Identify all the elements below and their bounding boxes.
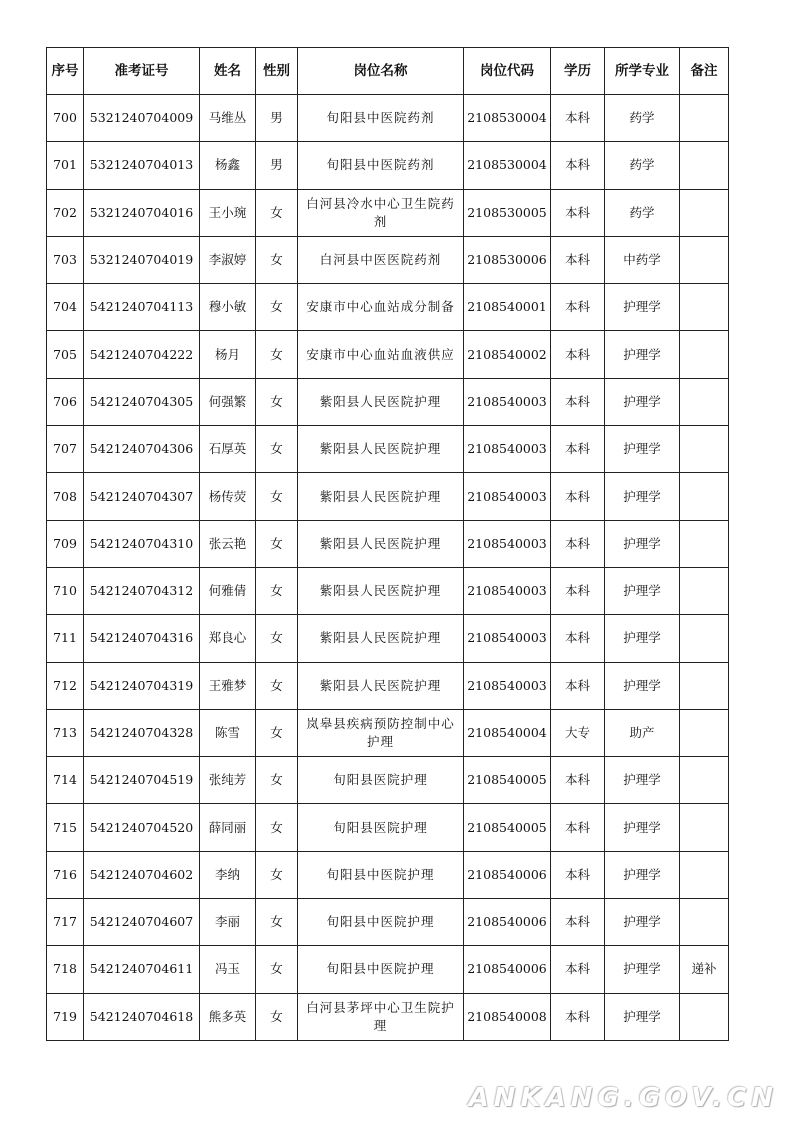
cell-remarks [680,757,729,804]
cell-remarks [680,284,729,331]
cell-ticket-number: 5321240704009 [84,95,200,142]
cell-gender: 女 [256,189,298,236]
cell-gender: 女 [256,804,298,851]
cell-position-code: 2108540003 [464,662,551,709]
cell-name: 杨鑫 [200,142,256,189]
cell-ticket-number: 5421240704328 [84,709,200,756]
cell-education: 本科 [551,615,605,662]
cell-name: 马维丛 [200,95,256,142]
cell-position-code: 2108540003 [464,426,551,473]
col-header-index: 序号 [47,48,84,95]
cell-name: 李淑婷 [200,236,256,283]
cell-position-name: 紫阳县人民医院护理 [298,378,464,425]
cell-gender: 女 [256,284,298,331]
cell-major: 护理学 [605,567,680,614]
cell-education: 本科 [551,378,605,425]
cell-name: 薛同丽 [200,804,256,851]
table-row [47,284,729,331]
cell-major: 助产 [605,709,680,756]
cell-gender: 男 [256,95,298,142]
cell-ticket-number: 5421240704607 [84,899,200,946]
cell-education: 本科 [551,851,605,898]
cell-education: 本科 [551,331,605,378]
cell-index: 707 [47,426,84,473]
cell-ticket-number: 5421240704312 [84,567,200,614]
cell-position-code: 2108530005 [464,189,551,236]
cell-remarks [680,615,729,662]
cell-position-name: 旬阳县中医院药剂 [298,142,464,189]
cell-position-name: 安康市中心血站血液供应 [298,331,464,378]
cell-gender: 女 [256,615,298,662]
cell-name: 何强繁 [200,378,256,425]
cell-gender: 男 [256,142,298,189]
cell-major: 护理学 [605,284,680,331]
cell-remarks [680,331,729,378]
cell-position-name: 旬阳县医院护理 [298,804,464,851]
cell-remarks [680,142,729,189]
col-header-gender: 性别 [256,48,298,95]
cell-remarks [680,993,729,1040]
cell-education: 本科 [551,804,605,851]
cell-position-code: 2108540006 [464,899,551,946]
col-header-position-name: 岗位名称 [298,48,464,95]
cell-position-name: 旬阳县医院护理 [298,757,464,804]
cell-index: 708 [47,473,84,520]
cell-index: 719 [47,993,84,1040]
col-header-major: 所学专业 [605,48,680,95]
cell-name: 李丽 [200,899,256,946]
cell-remarks [680,567,729,614]
cell-position-name: 紫阳县人民医院护理 [298,473,464,520]
cell-education: 本科 [551,189,605,236]
cell-position-code: 2108540002 [464,331,551,378]
cell-gender: 女 [256,520,298,567]
cell-major: 护理学 [605,899,680,946]
table-row [47,615,729,662]
cell-education: 本科 [551,662,605,709]
cell-gender: 女 [256,709,298,756]
cell-name: 何雅倩 [200,567,256,614]
cell-position-code: 2108530004 [464,142,551,189]
cell-ticket-number: 5421240704113 [84,284,200,331]
cell-education: 本科 [551,520,605,567]
table-row [47,378,729,425]
cell-position-name: 岚皋县疾病预防控制中心护理 [298,709,464,756]
cell-index: 718 [47,946,84,993]
cell-gender: 女 [256,567,298,614]
cell-ticket-number: 5421240704310 [84,520,200,567]
cell-major: 护理学 [605,473,680,520]
cell-major: 护理学 [605,851,680,898]
cell-gender: 女 [256,899,298,946]
table-row [47,946,729,993]
cell-name: 穆小敏 [200,284,256,331]
cell-major: 护理学 [605,615,680,662]
table-row [47,236,729,283]
cell-position-code: 2108540003 [464,520,551,567]
cell-position-name: 旬阳县中医院护理 [298,899,464,946]
cell-index: 709 [47,520,84,567]
cell-education: 本科 [551,236,605,283]
cell-index: 700 [47,95,84,142]
cell-ticket-number: 5421240704316 [84,615,200,662]
cell-remarks [680,662,729,709]
cell-index: 712 [47,662,84,709]
cell-education: 本科 [551,757,605,804]
cell-ticket-number: 5321240704016 [84,189,200,236]
cell-index: 717 [47,899,84,946]
cell-education: 本科 [551,899,605,946]
table-row [47,662,729,709]
cell-position-name: 白河县茅坪中心卫生院护理 [298,993,464,1040]
cell-name: 石厚英 [200,426,256,473]
cell-remarks [680,95,729,142]
cell-education: 本科 [551,284,605,331]
cell-major: 护理学 [605,378,680,425]
cell-remarks [680,378,729,425]
cell-major: 护理学 [605,804,680,851]
table-row [47,757,729,804]
cell-remarks [680,709,729,756]
table-row [47,189,729,236]
cell-education: 本科 [551,567,605,614]
table-row [47,567,729,614]
cell-remarks [680,520,729,567]
cell-remarks: 递补 [680,946,729,993]
cell-gender: 女 [256,426,298,473]
cell-index: 701 [47,142,84,189]
cell-position-code: 2108540006 [464,946,551,993]
cell-remarks [680,426,729,473]
cell-ticket-number: 5321240704019 [84,236,200,283]
cell-position-name: 白河县中医医院药剂 [298,236,464,283]
cell-education: 本科 [551,142,605,189]
cell-name: 李纳 [200,851,256,898]
cell-major: 中药学 [605,236,680,283]
cell-major: 药学 [605,142,680,189]
cell-major: 药学 [605,189,680,236]
cell-position-code: 2108540005 [464,757,551,804]
cell-index: 714 [47,757,84,804]
cell-position-name: 旬阳县中医院护理 [298,946,464,993]
table-row [47,899,729,946]
cell-index: 716 [47,851,84,898]
table-row [47,520,729,567]
cell-ticket-number: 5421240704602 [84,851,200,898]
table-row [47,142,729,189]
cell-position-name: 旬阳县中医院护理 [298,851,464,898]
cell-ticket-number: 5421240704520 [84,804,200,851]
table-row [47,709,729,756]
cell-position-name: 紫阳县人民医院护理 [298,426,464,473]
cell-gender: 女 [256,236,298,283]
cell-ticket-number: 5421240704306 [84,426,200,473]
cell-position-name: 紫阳县人民医院护理 [298,615,464,662]
table-row [47,993,729,1040]
cell-ticket-number: 5321240704013 [84,142,200,189]
cell-ticket-number: 5421240704618 [84,993,200,1040]
cell-name: 杨传荧 [200,473,256,520]
cell-position-code: 2108540003 [464,567,551,614]
cell-remarks [680,473,729,520]
cell-major: 护理学 [605,331,680,378]
cell-ticket-number: 5421240704305 [84,378,200,425]
cell-position-code: 2108540003 [464,378,551,425]
table-row [47,426,729,473]
cell-gender: 女 [256,757,298,804]
cell-remarks [680,189,729,236]
cell-gender: 女 [256,378,298,425]
cell-index: 713 [47,709,84,756]
cell-major: 护理学 [605,426,680,473]
cell-ticket-number: 5421240704319 [84,662,200,709]
cell-position-name: 紫阳县人民医院护理 [298,567,464,614]
cell-index: 703 [47,236,84,283]
cell-position-name: 白河县冷水中心卫生院药剂 [298,189,464,236]
cell-ticket-number: 5421240704519 [84,757,200,804]
cell-remarks [680,851,729,898]
cell-name: 陈雪 [200,709,256,756]
cell-position-code: 2108540001 [464,284,551,331]
cell-position-name: 紫阳县人民医院护理 [298,520,464,567]
cell-index: 704 [47,284,84,331]
cell-major: 护理学 [605,520,680,567]
table-row [47,95,729,142]
cell-position-code: 2108540003 [464,473,551,520]
cell-education: 本科 [551,993,605,1040]
cell-education: 大专 [551,709,605,756]
cell-gender: 女 [256,662,298,709]
cell-remarks [680,899,729,946]
cell-position-code: 2108540005 [464,804,551,851]
table-row [47,851,729,898]
cell-position-name: 安康市中心血站成分制备 [298,284,464,331]
cell-education: 本科 [551,473,605,520]
col-header-remarks: 备注 [680,48,729,95]
cell-education: 本科 [551,946,605,993]
cell-index: 710 [47,567,84,614]
cell-major: 护理学 [605,946,680,993]
cell-position-code: 2108540006 [464,851,551,898]
cell-position-code: 2108530004 [464,95,551,142]
table-row [47,331,729,378]
col-header-position-code: 岗位代码 [464,48,551,95]
cell-index: 706 [47,378,84,425]
cell-gender: 女 [256,993,298,1040]
cell-position-name: 旬阳县中医院药剂 [298,95,464,142]
cell-remarks [680,804,729,851]
cell-major: 药学 [605,95,680,142]
cell-ticket-number: 5421240704611 [84,946,200,993]
cell-major: 护理学 [605,993,680,1040]
cell-position-name: 紫阳县人民医院护理 [298,662,464,709]
cell-name: 熊多英 [200,993,256,1040]
cell-name: 杨月 [200,331,256,378]
cell-index: 711 [47,615,84,662]
cell-name: 王小琬 [200,189,256,236]
col-header-education: 学历 [551,48,605,95]
header-row [47,48,729,95]
cell-remarks [680,236,729,283]
cell-position-code: 2108540004 [464,709,551,756]
cell-major: 护理学 [605,662,680,709]
cell-name: 王雅梦 [200,662,256,709]
table-row [47,473,729,520]
cell-index: 715 [47,804,84,851]
table-body [47,95,729,1041]
cell-position-code: 2108530006 [464,236,551,283]
cell-position-code: 2108540003 [464,615,551,662]
cell-gender: 女 [256,473,298,520]
cell-major: 护理学 [605,757,680,804]
cell-name: 张纯芳 [200,757,256,804]
cell-ticket-number: 5421240704222 [84,331,200,378]
cell-position-code: 2108540008 [464,993,551,1040]
candidate-table [46,47,729,1041]
cell-education: 本科 [551,95,605,142]
col-header-name: 姓名 [200,48,256,95]
col-header-ticket-number: 准考证号 [84,48,200,95]
cell-index: 702 [47,189,84,236]
cell-gender: 女 [256,851,298,898]
cell-education: 本科 [551,426,605,473]
cell-gender: 女 [256,331,298,378]
cell-index: 705 [47,331,84,378]
cell-gender: 女 [256,946,298,993]
cell-name: 张云艳 [200,520,256,567]
cell-name: 冯玉 [200,946,256,993]
watermark-text: ANKANG.GOV.CN [468,1083,778,1113]
cell-ticket-number: 5421240704307 [84,473,200,520]
cell-name: 郑良心 [200,615,256,662]
table-row [47,804,729,851]
